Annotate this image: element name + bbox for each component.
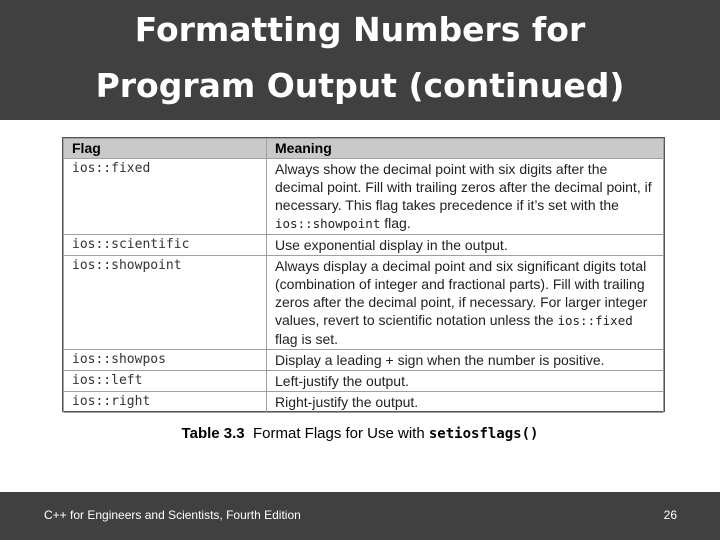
meaning-text: Always display a decimal point and six significant digits total (combination of integer and fractional parts). Fill with trailing zeros after the decimal point, if necessary. For larger integer values, revert to scientific notation unless the: [275, 258, 648, 328]
meaning-cell: [267, 371, 664, 392]
caption-code: setiosflags(): [428, 426, 539, 442]
table-row: [64, 371, 664, 392]
meaning-text: Use exponential display in the output.: [275, 237, 508, 253]
header-meaning: Meaning: [267, 139, 664, 159]
flag-cell: ios::showpoint: [64, 256, 267, 350]
meaning-text: Right-justify the output.: [275, 394, 419, 410]
inline-code: ios::fixed: [557, 313, 633, 328]
table-row: [64, 235, 664, 256]
meaning-cell: [267, 159, 664, 235]
meaning-cell: [267, 350, 664, 371]
header-flag: Flag: [64, 139, 267, 159]
flag-cell: ios::right: [64, 392, 267, 413]
table-row: [64, 256, 664, 350]
flag-cell: ios::fixed: [64, 159, 267, 235]
title-line-1: Formatting Numbers for: [134, 10, 586, 49]
format-flags-table: [62, 137, 665, 412]
flag-cell: ios::scientific: [64, 235, 267, 256]
table-row: [64, 392, 664, 413]
table-row: [64, 350, 664, 371]
table-header-row: [64, 139, 664, 159]
meaning-text: Left-justify the output.: [275, 373, 409, 389]
table-caption: [0, 425, 720, 442]
inline-code: ios::showpoint: [275, 216, 381, 231]
meaning-text: flag.: [380, 215, 411, 231]
slide-title: [0, 2, 720, 114]
flag-cell: ios::showpos: [64, 350, 267, 371]
title-bar: [0, 0, 720, 120]
table-row: [64, 159, 664, 235]
meaning-cell: [267, 235, 664, 256]
caption-label: Table 3.3: [181, 425, 245, 442]
title-line-2: Program Output (continued): [95, 66, 625, 105]
meaning-text: Always show the decimal point with six digits after the decimal point. Fill with trailing zeros after the decimal point, if necessary. This flag takes precedence if it’s set with the: [275, 161, 652, 213]
meaning-cell: [267, 392, 664, 413]
footer-book-title: C++ for Engineers and Scientists, Fourth Edition: [44, 508, 301, 522]
page-number: 26: [663, 508, 677, 522]
meaning-text: flag is set.: [275, 331, 339, 347]
caption-text: Format Flags for Use with: [252, 425, 425, 442]
meaning-cell: [267, 256, 664, 350]
flags-table: [63, 138, 664, 413]
meaning-text: Display a leading + sign when the number is positive.: [275, 352, 605, 368]
footer-bar: [0, 492, 720, 540]
flag-cell: ios::left: [64, 371, 267, 392]
